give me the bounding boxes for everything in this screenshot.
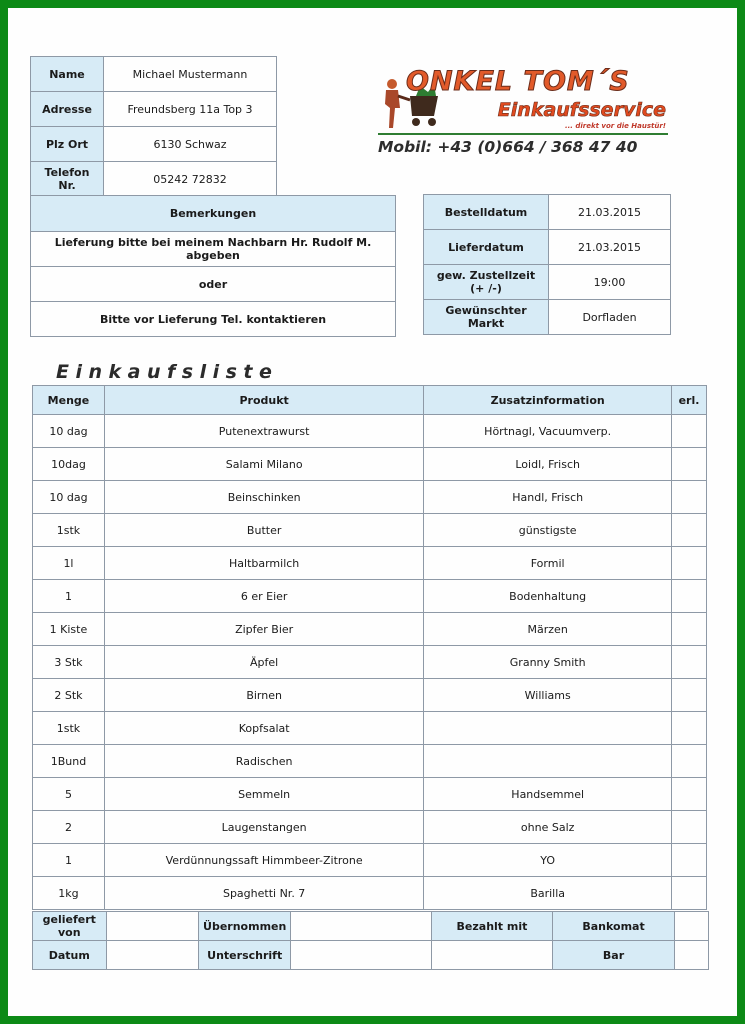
list-menge: 1kg [33, 877, 105, 910]
list-menge: 5 [33, 778, 105, 811]
contact-row [31, 57, 277, 92]
footer-table [32, 911, 709, 970]
list-row [33, 877, 707, 910]
order-value: 21.03.2015 [549, 195, 671, 230]
datum-field[interactable] [106, 941, 199, 970]
notes-table [30, 195, 396, 337]
order-row [424, 265, 671, 300]
bankomat-option[interactable]: Bankomat [553, 912, 675, 941]
list-zusatz: Loidl, Frisch [424, 448, 672, 481]
order-label: gew. Zustellzeit (+ /-) [424, 265, 549, 300]
contact-label: Telefon Nr. [31, 162, 104, 197]
list-row [33, 646, 707, 679]
list-produkt: Semmeln [104, 778, 423, 811]
geliefert-von-field[interactable] [106, 912, 199, 941]
list-produkt: Butter [104, 514, 423, 547]
list-produkt: Laugenstangen [104, 811, 423, 844]
unterschrift-label: Unterschrift [199, 941, 291, 970]
list-produkt: Putenextrawurst [104, 415, 423, 448]
list-erledigt-check[interactable] [672, 877, 707, 910]
notes-line: Lieferung bitte bei meinem Nachbarn Hr. Rudolf M. abgeben [31, 232, 396, 267]
list-menge: 3 Stk [33, 646, 105, 679]
list-zusatz: Handl, Frisch [424, 481, 672, 514]
contact-label: Adresse [31, 92, 104, 127]
list-menge: 1 [33, 580, 105, 613]
geliefert-von-label: geliefert von [33, 912, 107, 941]
shopping-list-table [32, 385, 707, 910]
list-erledigt-check[interactable] [672, 646, 707, 679]
list-erledigt-check[interactable] [672, 547, 707, 580]
list-row [33, 778, 707, 811]
unterschrift-field[interactable] [291, 941, 432, 970]
list-produkt: Zipfer Bier [104, 613, 423, 646]
list-produkt: Birnen [104, 679, 423, 712]
bar-option[interactable]: Bar [553, 941, 675, 970]
list-zusatz: YO [424, 844, 672, 877]
list-row [33, 679, 707, 712]
contact-rows [31, 57, 277, 197]
contact-row [31, 162, 277, 197]
order-info-table [423, 194, 671, 335]
logo-phone: Mobil: +43 (0)664 / 368 47 40 [378, 138, 638, 156]
list-zusatz: ohne Salz [424, 811, 672, 844]
list-row [33, 580, 707, 613]
list-erledigt-check[interactable] [672, 712, 707, 745]
list-produkt: Verdünnungssaft Himmbeer-Zitrone [104, 844, 423, 877]
bezahlt-mit-label: Bezahlt mit [431, 912, 552, 941]
list-zusatz: günstigste [424, 514, 672, 547]
list-erledigt-check[interactable] [672, 679, 707, 712]
logo-subtitle: Einkaufsservice [497, 99, 666, 121]
list-menge: 2 Stk [33, 679, 105, 712]
list-menge: 1 [33, 844, 105, 877]
list-erledigt-check[interactable] [672, 778, 707, 811]
col-header-produkt: Produkt [104, 386, 423, 415]
logo-tagline: ... direkt vor die Haustür! [564, 122, 666, 130]
list-menge: 1 Kiste [33, 613, 105, 646]
list-menge: 1stk [33, 712, 105, 745]
contact-value: Michael Mustermann [104, 57, 277, 92]
list-menge: 1Bund [33, 745, 105, 778]
list-zusatz: Granny Smith [424, 646, 672, 679]
list-erledigt-check[interactable] [672, 580, 707, 613]
list-menge: 10 dag [33, 415, 105, 448]
list-zusatz: Formil [424, 547, 672, 580]
list-erledigt-check[interactable] [672, 811, 707, 844]
list-row [33, 745, 707, 778]
col-header-zusatz: Zusatzinformation [424, 386, 672, 415]
list-row [33, 613, 707, 646]
list-produkt: Salami Milano [104, 448, 423, 481]
notes-line: Bitte vor Lieferung Tel. kontaktieren [31, 302, 396, 337]
list-produkt: Beinschinken [104, 481, 423, 514]
order-label: Lieferdatum [424, 230, 549, 265]
logo-title: ONKEL TOM´S [406, 66, 630, 97]
order-value: 19:00 [549, 265, 671, 300]
list-produkt: Äpfel [104, 646, 423, 679]
bezahlt-mit-blank [431, 941, 552, 970]
logo-divider [378, 133, 668, 135]
list-erledigt-check[interactable] [672, 448, 707, 481]
list-row [33, 481, 707, 514]
col-header-menge: Menge [33, 386, 105, 415]
list-erledigt-check[interactable] [672, 844, 707, 877]
uebernommen-field[interactable] [291, 912, 432, 941]
contact-value: Freundsberg 11a Top 3 [104, 92, 277, 127]
contact-value: 6130 Schwaz [104, 127, 277, 162]
notes-header: Bemerkungen [31, 196, 396, 232]
list-produkt: Kopfsalat [104, 712, 423, 745]
list-zusatz: Märzen [424, 613, 672, 646]
order-rows [424, 195, 671, 335]
list-menge: 2 [33, 811, 105, 844]
order-value: Dorfladen [549, 300, 671, 335]
list-rows [33, 415, 707, 910]
list-title: Einkaufsliste [56, 361, 279, 383]
order-row [424, 230, 671, 265]
order-label: Gewünschter Markt [424, 300, 549, 335]
datum-label: Datum [33, 941, 107, 970]
list-zusatz [424, 712, 672, 745]
list-zusatz: Bodenhaltung [424, 580, 672, 613]
list-erledigt-check[interactable] [672, 481, 707, 514]
list-zusatz: Hörtnagl, Vacuumverp. [424, 415, 672, 448]
order-row [424, 300, 671, 335]
order-label: Bestelldatum [424, 195, 549, 230]
list-row [33, 514, 707, 547]
list-erledigt-check[interactable] [672, 745, 707, 778]
company-logo [376, 66, 674, 158]
list-produkt: Haltbarmilch [104, 547, 423, 580]
list-menge: 10 dag [33, 481, 105, 514]
list-zusatz: Williams [424, 679, 672, 712]
list-row [33, 415, 707, 448]
list-menge: 10dag [33, 448, 105, 481]
list-erledigt-check[interactable] [672, 514, 707, 547]
contact-label: Name [31, 57, 104, 92]
bar-check[interactable] [674, 941, 708, 970]
list-erledigt-check[interactable] [672, 613, 707, 646]
list-erledigt-check[interactable] [672, 415, 707, 448]
order-row [424, 195, 671, 230]
bankomat-check[interactable] [674, 912, 708, 941]
list-produkt: Radischen [104, 745, 423, 778]
list-zusatz: Handsemmel [424, 778, 672, 811]
list-row [33, 811, 707, 844]
col-header-erledigt: erl. [672, 386, 707, 415]
list-row [33, 448, 707, 481]
list-menge: 1l [33, 547, 105, 580]
list-zusatz [424, 745, 672, 778]
list-zusatz: Barilla [424, 877, 672, 910]
list-row [33, 844, 707, 877]
order-value: 21.03.2015 [549, 230, 671, 265]
contact-label: Plz Ort [31, 127, 104, 162]
uebernommen-label: Übernommen [199, 912, 291, 941]
contact-row [31, 127, 277, 162]
list-produkt: Spaghetti Nr. 7 [104, 877, 423, 910]
list-row [33, 712, 707, 745]
contact-value: 05242 72832 [104, 162, 277, 197]
contact-table [30, 56, 277, 197]
notes-line: oder [31, 267, 396, 302]
list-menge: 1stk [33, 514, 105, 547]
list-produkt: 6 er Eier [104, 580, 423, 613]
contact-row [31, 92, 277, 127]
list-row [33, 547, 707, 580]
